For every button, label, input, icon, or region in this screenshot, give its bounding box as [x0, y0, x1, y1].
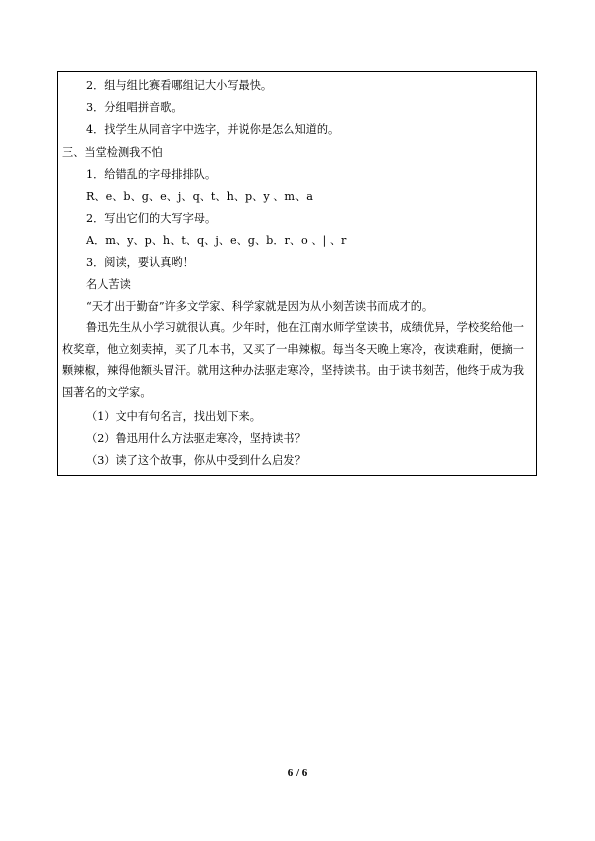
- question-3: （3）读了这个故事，你从中受到什么启发？: [86, 454, 306, 467]
- reading-title: 名人苦读: [86, 278, 131, 291]
- activity-item-3: 3．分组唱拼音歌。: [86, 101, 183, 114]
- reading-quote: “天才出于勤奋”许多文学家、科学家就是因为从小刻苦读书而成才的。: [86, 300, 434, 313]
- exercise-1-title: 1．给错乱的字母排排队。: [86, 168, 217, 181]
- exercise-2-title: 2．写出它们的大写字母。: [86, 212, 217, 225]
- exercise-2-letters: A．m、y、p、h、t、q、j、e、g、b．r、o 、| 、r: [86, 234, 347, 247]
- activity-item-4: 4．找学生从同音字中选字，并说你是怎么知道的。: [86, 123, 340, 136]
- question-2: （2）鲁迅用什么方法驱走寒冷，坚持读书？: [86, 432, 306, 445]
- reading-story: 鲁迅先生从小学习就很认真。少年时，他在江南水师学堂读书，成绩优异，学校奖给他一枚奖章，他立刻卖掉，买了几本书，又买了一串辣椒。每当冬天晚上寒冷，夜读难耐，便摘一颗辣椒，辣得他额头冒汗。就用这种办法驱走寒冷，坚持读书。由于读书刻苦，他终于成为我国著名的文学家。: [62, 321, 524, 399]
- page-number: 6 / 6: [287, 767, 308, 779]
- exercise-1-letters: R、e、b、g、e、j、q、t、h、p、y 、m、a: [86, 190, 313, 203]
- activity-item-2: 2．组与组比赛看哪组记大小写最快。: [86, 79, 273, 92]
- section-heading: 三、当堂检测我不怕: [62, 146, 163, 159]
- question-1: （1）文中有句名言，找出划下来。: [86, 410, 261, 423]
- exercise-3-title: 3．阅读，要认真哟！: [86, 256, 194, 269]
